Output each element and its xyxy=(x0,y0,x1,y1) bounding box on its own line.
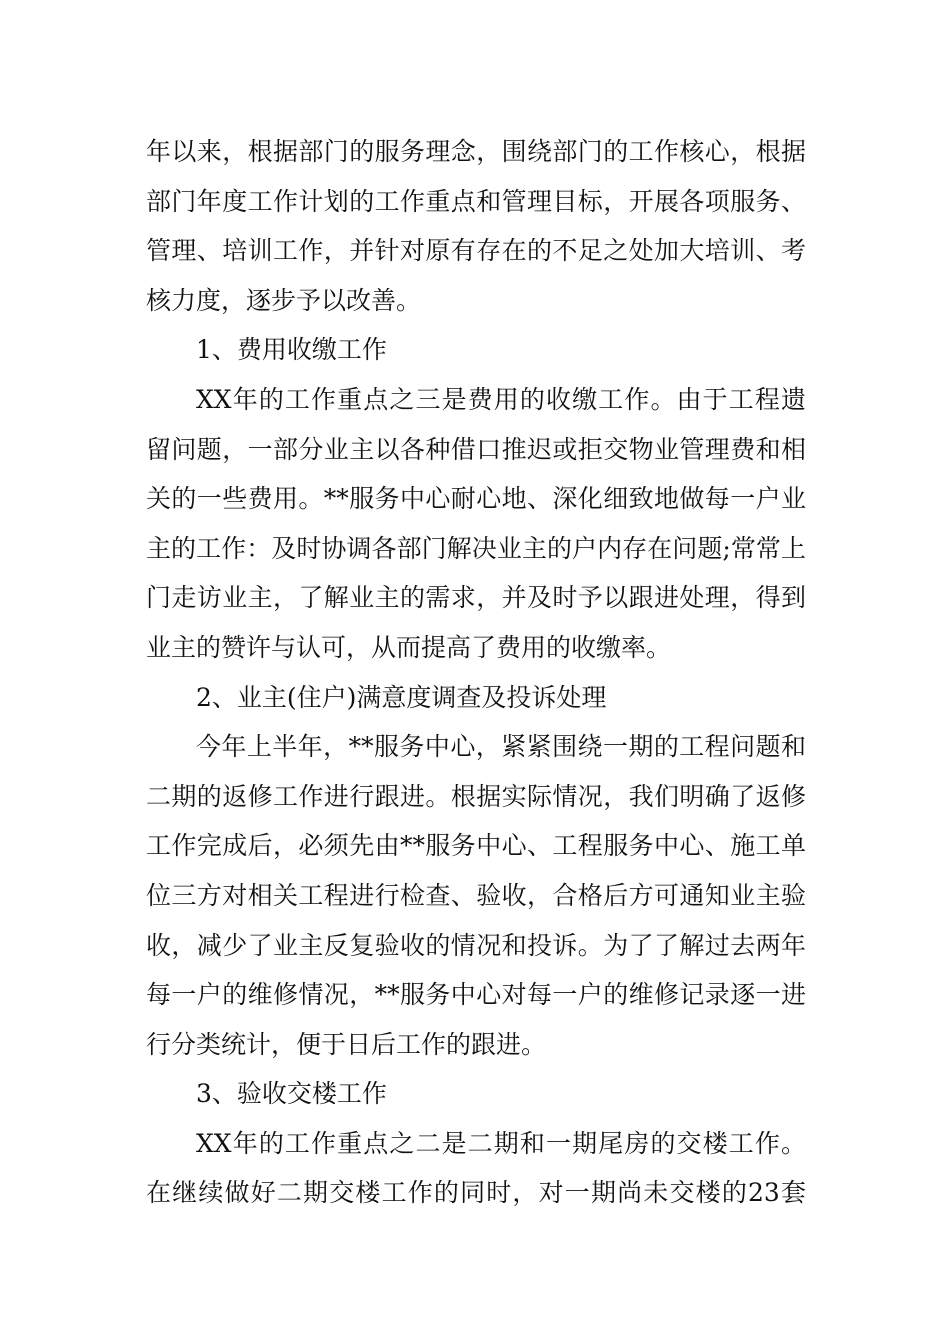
section-heading-handover: 3、验收交楼工作 xyxy=(196,1079,387,1109)
section-heading-satisfaction-survey: 2、业主(住户)满意度调查及投诉处理 xyxy=(196,682,607,712)
section-heading-fee-collection: 1、费用收缴工作 xyxy=(196,335,387,365)
paragraph-satisfaction-survey: 今年上半年，**服务中心，紧紧围绕一期的工程问题和二期的返修工作进行跟进。根据实际情况，我们明确了返修工作完成后，必须先由**服务中心、工程服务中心、施工单位三方对相关工程进行检查、验收，合格后方可通知业主验收，减少了业主反复验收的情况和投诉。为了了解过去两年每一户的维修情况，**服务中心对每一户的维修记录逐一进行分类统计，便于日后工作的跟进。 xyxy=(146,732,806,1059)
document-body xyxy=(146,127,806,1218)
paragraph-intro: 年以来，根据部门的服务理念，围绕部门的工作核心，根据部门年度工作计划的工作重点和管理目标，开展各项服务、管理、培训工作，并针对原有存在的不足之处加大培训、考核力度，逐步予以改善。 xyxy=(146,137,806,315)
paragraph-handover: XX年的工作重点之二是二期和一期尾房的交楼工作。在继续做好二期交楼工作的同时，对一期尚未交楼的23套 xyxy=(146,1128,806,1208)
paragraph-fee-collection: XX年的工作重点之三是费用的收缴工作。由于工程遗留问题，一部分业主以各种借口推迟或拒交物业管理费和相关的一些费用。**服务中心耐心地、深化细致地做每一户业主的工作：及时协调各部门解决业主的户内存在问题;常常上门走访业主，了解业主的需求，并及时予以跟进处理，得到业主的赞许与认可，从而提高了费用的收缴率。 xyxy=(146,384,806,662)
